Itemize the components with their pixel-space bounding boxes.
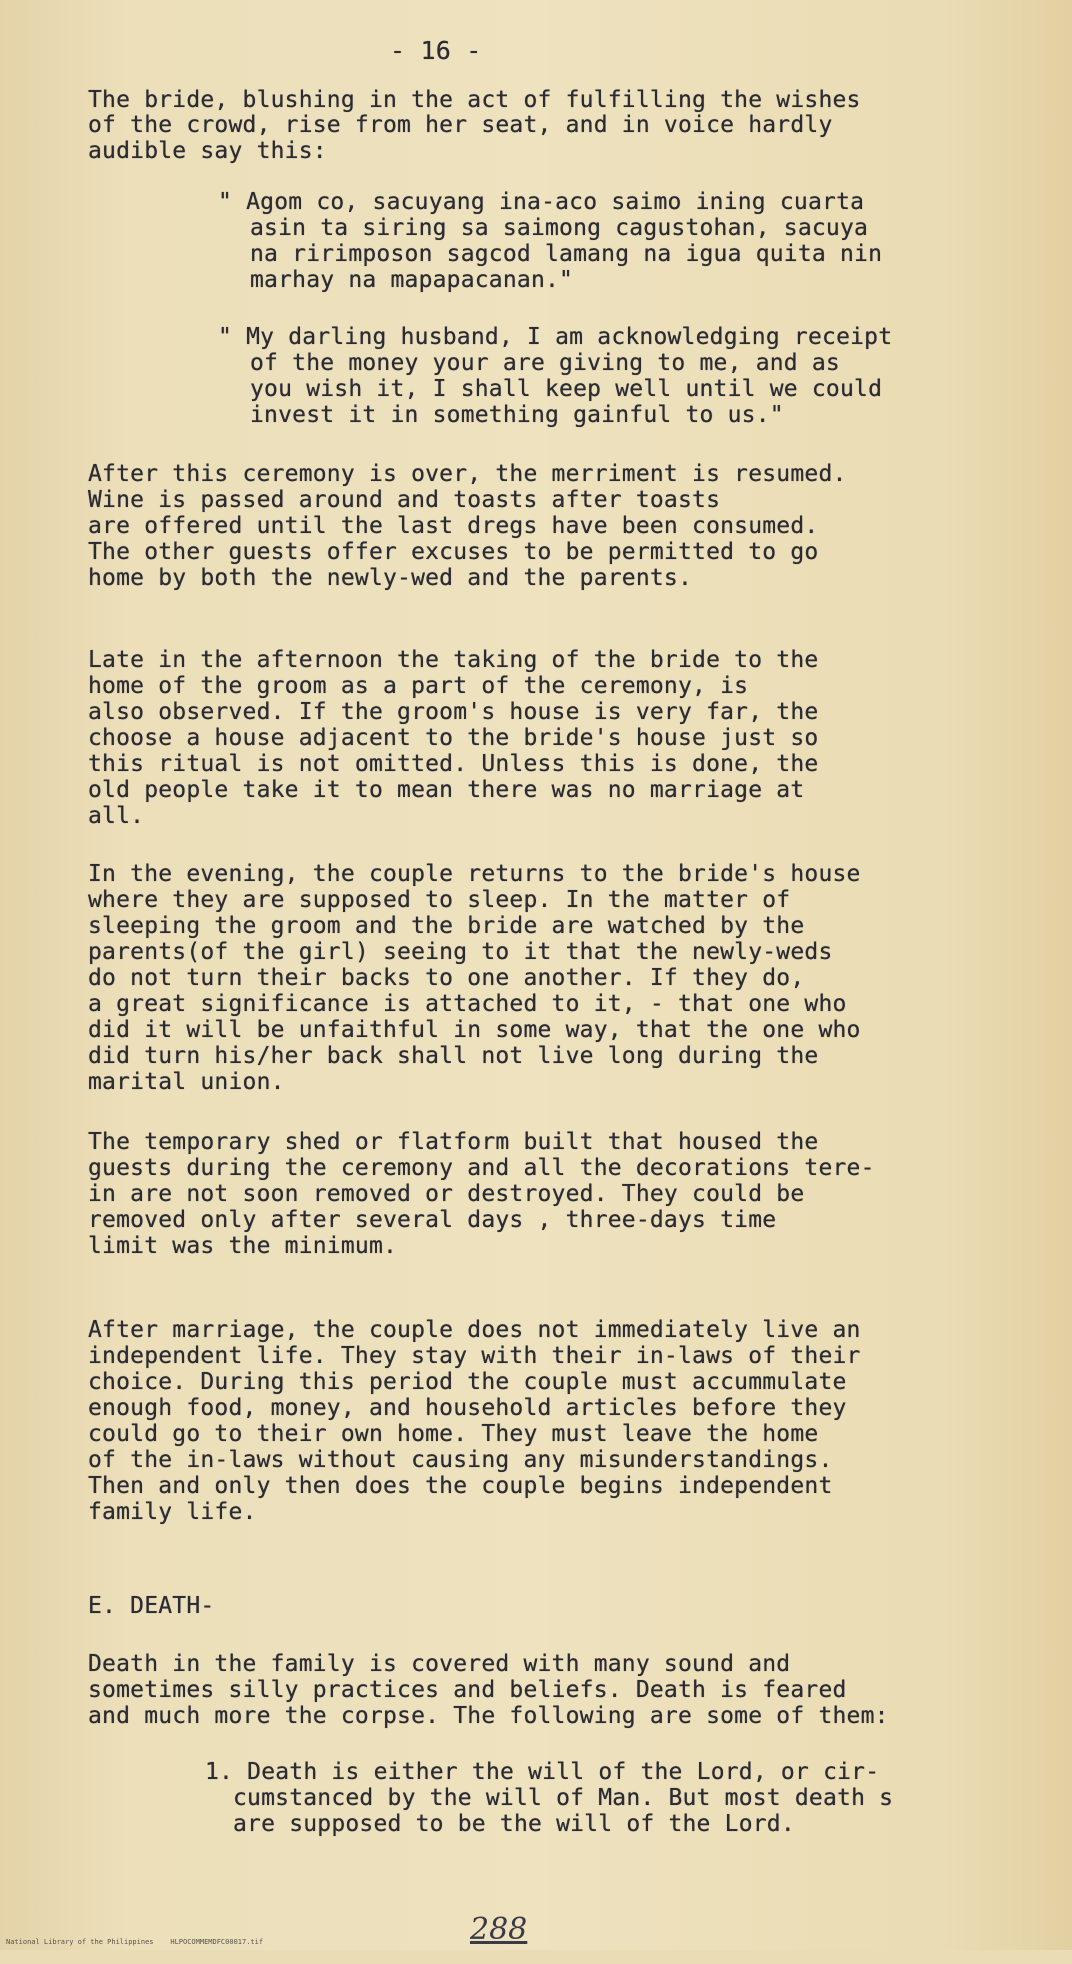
page-number: - 16 - — [390, 36, 482, 65]
text-line: independent life. They stay with their in-laws of their — [88, 1343, 861, 1369]
section-heading: E. DEATH- — [88, 1593, 215, 1619]
quote-line: you wish it, I shall keep well until we could — [250, 376, 883, 402]
text-line: home of the groom as a part of the ceremony, is — [88, 673, 749, 699]
text-line: family life. — [88, 1499, 257, 1525]
text-line: The other guests offer excuses to be permitted to go — [88, 539, 819, 565]
text-line: In the evening, the couple returns to the bride's house — [88, 861, 861, 887]
text-line: do not turn their backs to one another. If they do, — [88, 965, 805, 991]
text-line: a great significance is attached to it, - that one who — [88, 991, 847, 1017]
list-item-line: 1. Death is either the will of the Lord, or cir- — [205, 1759, 880, 1785]
text-line: Then and only then does the couple begins independent — [88, 1473, 833, 1499]
text-line: home by both the newly-wed and the parents. — [88, 565, 693, 591]
text-line: parents(of the girl) seeing to it that the newly-weds — [88, 939, 833, 965]
text-line: old people take it to mean there was no marriage at — [88, 777, 805, 803]
quote-line: " Agom co, sacuyang ina-aco saimo ining cuarta — [218, 189, 865, 215]
scan-footer: National Library of the Philippines HLPOCOMMEMDFC00017.tif — [6, 1938, 264, 1946]
text-line: did it will be unfaithful in some way, that the one who — [88, 1017, 861, 1043]
text-line: choice. During this period the couple must accummulate — [88, 1369, 847, 1395]
text-line: marital union. — [88, 1069, 285, 1095]
quote-line: asin ta siring sa saimong cagustohan, sacuya — [250, 215, 869, 241]
quote-line: of the money your are giving to me, and as — [250, 350, 840, 376]
text-line: of the crowd, rise from her seat, and in voice hardly — [88, 112, 833, 138]
text-line: After this ceremony is over, the merriment is resumed. — [88, 461, 847, 487]
text-line: Late in the afternoon the taking of the bride to the — [88, 647, 819, 673]
text-line: enough food, money, and household articles before they — [88, 1395, 847, 1421]
list-item-line: cumstanced by the will of Man. But most death s — [233, 1785, 894, 1811]
text-line: sometimes silly practices and beliefs. Death is feared — [88, 1677, 847, 1703]
text-line: of the in-laws without causing any misunderstandings. — [88, 1447, 833, 1473]
text-line: in are not soon removed or destroyed. They could be — [88, 1181, 805, 1207]
text-line: removed only after several days , three-days time — [88, 1207, 777, 1233]
text-line: After marriage, the couple does not immediately live an — [88, 1317, 861, 1343]
text-line: where they are supposed to sleep. In the matter of — [88, 887, 791, 913]
text-line: all. — [88, 803, 145, 829]
text-line: also observed. If the groom's house is very far, the — [88, 699, 819, 725]
text-line: choose a house adjacent to the bride's house just so — [88, 725, 819, 751]
handwritten-page-number: 288 — [470, 1912, 528, 1947]
text-line: are offered until the last dregs have been consumed. — [88, 513, 819, 539]
text-line: audible say this: — [88, 138, 327, 164]
text-line: Wine is passed around and toasts after toasts — [88, 487, 721, 513]
quote-line: marhay na mapapacanan." — [250, 267, 574, 293]
text-line: Death in the family is covered with many sound and — [88, 1651, 791, 1677]
list-item-line: are supposed to be the will of the Lord. — [233, 1811, 795, 1837]
quote-line: " My darling husband, I am acknowledging receipt — [218, 324, 893, 350]
quote-line: invest it in something gainful to us." — [250, 402, 784, 428]
text-line: could go to their own home. They must leave the home — [88, 1421, 819, 1447]
text-line: guests during the ceremony and all the decorations tere- — [88, 1155, 875, 1181]
text-line: did turn his/her back shall not live long during the — [88, 1043, 819, 1069]
text-line: and much more the corpse. The following are some of them: — [88, 1703, 889, 1729]
text-line: sleeping the groom and the bride are watched by the — [88, 913, 805, 939]
text-line: this ritual is not omitted. Unless this is done, the — [88, 751, 819, 777]
text-line: The temporary shed or flatform built that housed the — [88, 1129, 819, 1155]
quote-line: na ririmposon sagcod lamang na igua quita nin — [250, 241, 883, 267]
text-line: The bride, blushing in the act of fulfilling the wishes — [88, 87, 861, 113]
text-line: limit was the minimum. — [88, 1233, 398, 1259]
